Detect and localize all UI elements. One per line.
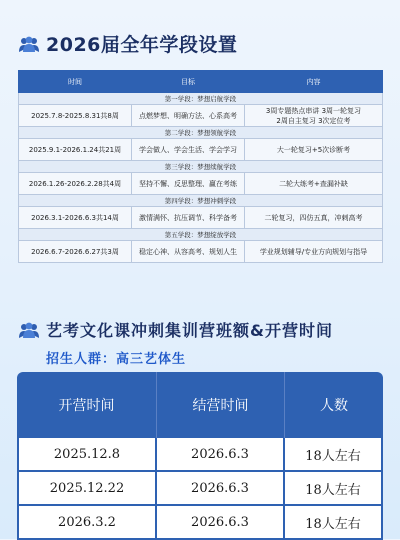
start-date-cell: 2025.12.22 — [17, 472, 157, 506]
goal-cell: 激情满怀、抗压调节、科学备考 — [132, 207, 245, 229]
column-header: 人数 — [285, 372, 383, 438]
time-cell: 2026.6.7-2026.6.27共3周 — [19, 241, 132, 263]
time-cell: 2025.9.1-2026.1.24共21周 — [19, 139, 132, 161]
capacity-cell: 18人左右 — [285, 472, 383, 506]
column-header: 目标 — [132, 71, 245, 93]
stage-title: 第三学段：梦想续航学段 — [19, 161, 383, 173]
end-date-cell: 2026.6.3 — [157, 438, 285, 472]
people-group-icon — [18, 321, 40, 339]
content-cell: 二轮复习，四仿五真，冲刺高考 — [245, 207, 383, 229]
goal-cell: 稳定心神、从容高考、规划人生 — [132, 241, 245, 263]
goal-cell: 学会做人、学会生活、学会学习 — [132, 139, 245, 161]
content-cell: 大一轮复习+5次诊断考 — [245, 139, 383, 161]
column-header: 内容 — [245, 71, 383, 93]
column-header: 开营时间 — [17, 372, 157, 438]
camp-schedule-table — [17, 372, 383, 540]
content-cell: 二轮大练考+查漏补缺 — [245, 173, 383, 195]
capacity-cell: 18人左右 — [285, 438, 383, 472]
stage-title-row — [19, 229, 383, 241]
content-line: 3周专题热点串讲 3周一轮复习 — [265, 106, 362, 115]
stage-title-row — [19, 161, 383, 173]
start-date-cell: 2026.3.2 — [17, 506, 157, 540]
table-header-row — [17, 372, 383, 438]
column-header: 结营时间 — [157, 372, 285, 438]
column-header: 时间 — [19, 71, 132, 93]
table-row — [19, 241, 383, 263]
time-cell: 2026.3.1-2026.6.3共14周 — [19, 207, 132, 229]
stage-title: 第四学段：梦想冲刺学段 — [19, 195, 383, 207]
table-row — [17, 438, 383, 472]
time-cell: 2026.1.26-2026.2.28共4周 — [19, 173, 132, 195]
section1-title: 2026届全年学段设置 — [46, 34, 238, 56]
content-line: 2周自主复习 3次定位考 — [276, 116, 351, 125]
table-row — [19, 173, 383, 195]
goal-cell: 坚持不懈、反思整理、赢在考练 — [132, 173, 245, 195]
table-row — [19, 207, 383, 229]
table-row — [17, 506, 383, 540]
section2-header — [18, 318, 333, 341]
table-row — [19, 139, 383, 161]
goal-cell: 点燃梦想、明确方法、心系高考 — [132, 105, 245, 127]
stage-title-row — [19, 93, 383, 105]
content-cell: 学业规划辅导/专业方向规划与指导 — [245, 241, 383, 263]
stage-title-row — [19, 195, 383, 207]
content-cell — [245, 105, 383, 127]
section2-title: 艺考文化课冲刺集训营班额&开营时间 — [46, 321, 333, 340]
start-date-cell: 2025.12.8 — [17, 438, 157, 472]
end-date-cell: 2026.6.3 — [157, 506, 285, 540]
stage-title: 第二学段：梦想领航学段 — [19, 127, 383, 139]
table-header-row — [19, 71, 383, 93]
time-cell: 2025.7.8-2025.8.31共8周 — [19, 105, 132, 127]
stage-title: 第一学段：梦想启航学段 — [19, 93, 383, 105]
table-row — [19, 105, 383, 127]
stage-title: 第五学段：梦想绽放学段 — [19, 229, 383, 241]
people-group-icon — [18, 35, 40, 53]
table-row — [17, 472, 383, 506]
capacity-cell: 18人左右 — [285, 506, 383, 540]
stage-title-row — [19, 127, 383, 139]
stage-schedule-table — [18, 70, 383, 263]
end-date-cell: 2026.6.3 — [157, 472, 285, 506]
section2-subtitle: 招生人群：高三艺体生 — [46, 352, 187, 367]
section1-header — [18, 30, 237, 57]
